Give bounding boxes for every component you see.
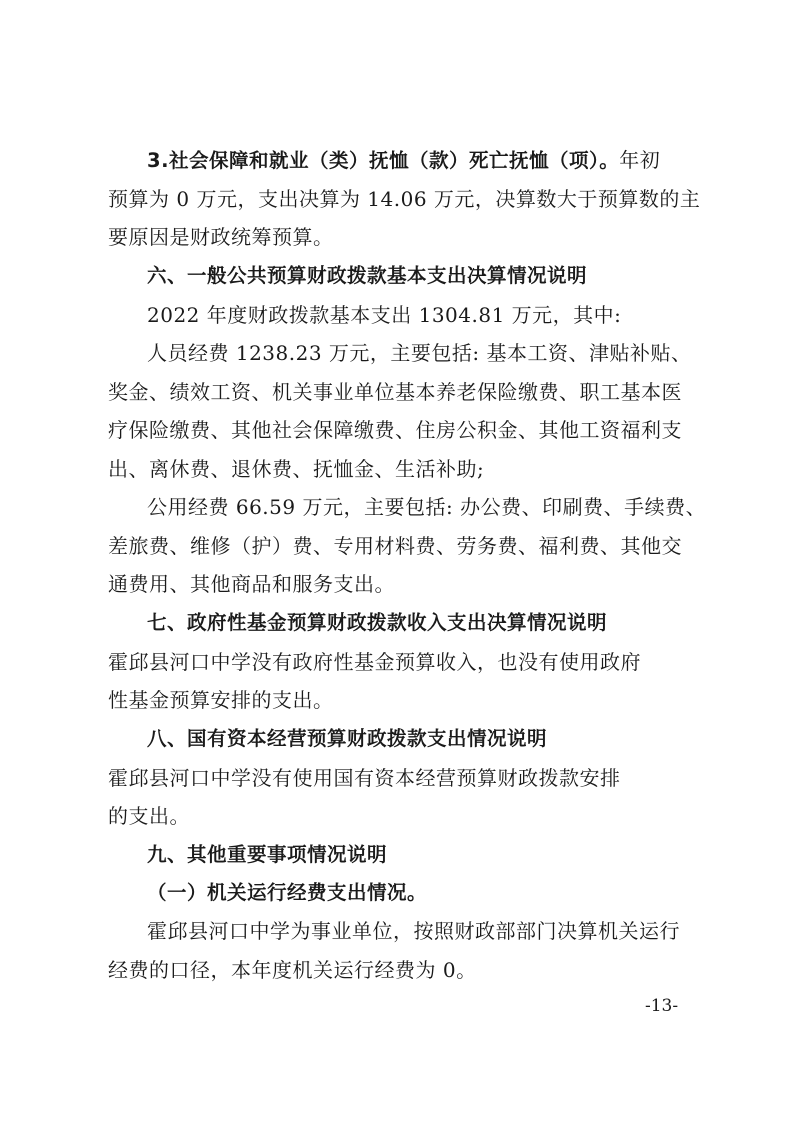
paragraph-line: 疗保险缴费、其他社会保障缴费、住房公积金、其他工资福利支 xyxy=(108,418,682,442)
paragraph-line: 预算为 0 万元，支出决算为 14.06 万元，决算数大于预算数的主 xyxy=(108,187,701,211)
subsection-heading-1: （一）机关运行经费支出情况。 xyxy=(147,881,428,904)
section-heading-7: 七、政府性基金预算财政拨款收入支出决算情况说明 xyxy=(147,611,608,634)
paragraph-line: 差旅费、维修（护）费、专用材料费、劳务费、福利费、其他交 xyxy=(108,534,682,558)
paragraph-line: 霍邱县河口中学没有使用国有资本经营预算财政拨款安排 xyxy=(108,766,621,790)
paragraph-line: 人员经费 1238.23 万元，主要包括: 基本工资、津贴补贴、 xyxy=(147,341,692,365)
paragraph-line: 霍邱县河口中学为事业单位，按照财政部部门决算机关运行 xyxy=(147,919,680,943)
paragraph-line: 公用经费 66.59 万元，主要包括: 办公费、印刷费、手续费、 xyxy=(147,495,707,519)
paragraph-item-3 xyxy=(147,146,660,175)
section-heading-6: 六、一般公共预算财政拨款基本支出决算情况说明 xyxy=(147,264,588,287)
paragraph-line: 的支出。 xyxy=(108,804,190,828)
section-heading-8: 八、国有资本经营预算财政拨款支出情况说明 xyxy=(147,727,548,750)
paragraph-line: 2022 年度财政拨款基本支出 1304.81 万元，其中: xyxy=(147,303,622,327)
page-number: -13- xyxy=(645,996,679,1016)
paragraph-line: 经费的口径，本年度机关运行经费为 0。 xyxy=(108,958,477,982)
paragraph-line: 通费用、其他商品和服务支出。 xyxy=(108,572,395,596)
section-heading-9: 九、其他重要事项情况说明 xyxy=(147,843,388,866)
paragraph-line: 出、离休费、退休费、抚恤金、生活补助; xyxy=(108,457,485,481)
paragraph-line: 奖金、绩效工资、机关事业单位基本养老保险缴费、职工基本医 xyxy=(108,380,682,404)
paragraph-line: 性基金预算安排的支出。 xyxy=(108,688,334,712)
paragraph-line: 霍邱县河口中学没有政府性基金预算收入，也没有使用政府 xyxy=(108,650,641,674)
item-text: 年初 xyxy=(619,148,661,172)
paragraph-line: 要原因是财政统筹预算。 xyxy=(108,225,334,249)
item-heading: 3.社会保障和就业（类）抚恤（款）死亡抚恤（项）。 xyxy=(147,149,620,172)
